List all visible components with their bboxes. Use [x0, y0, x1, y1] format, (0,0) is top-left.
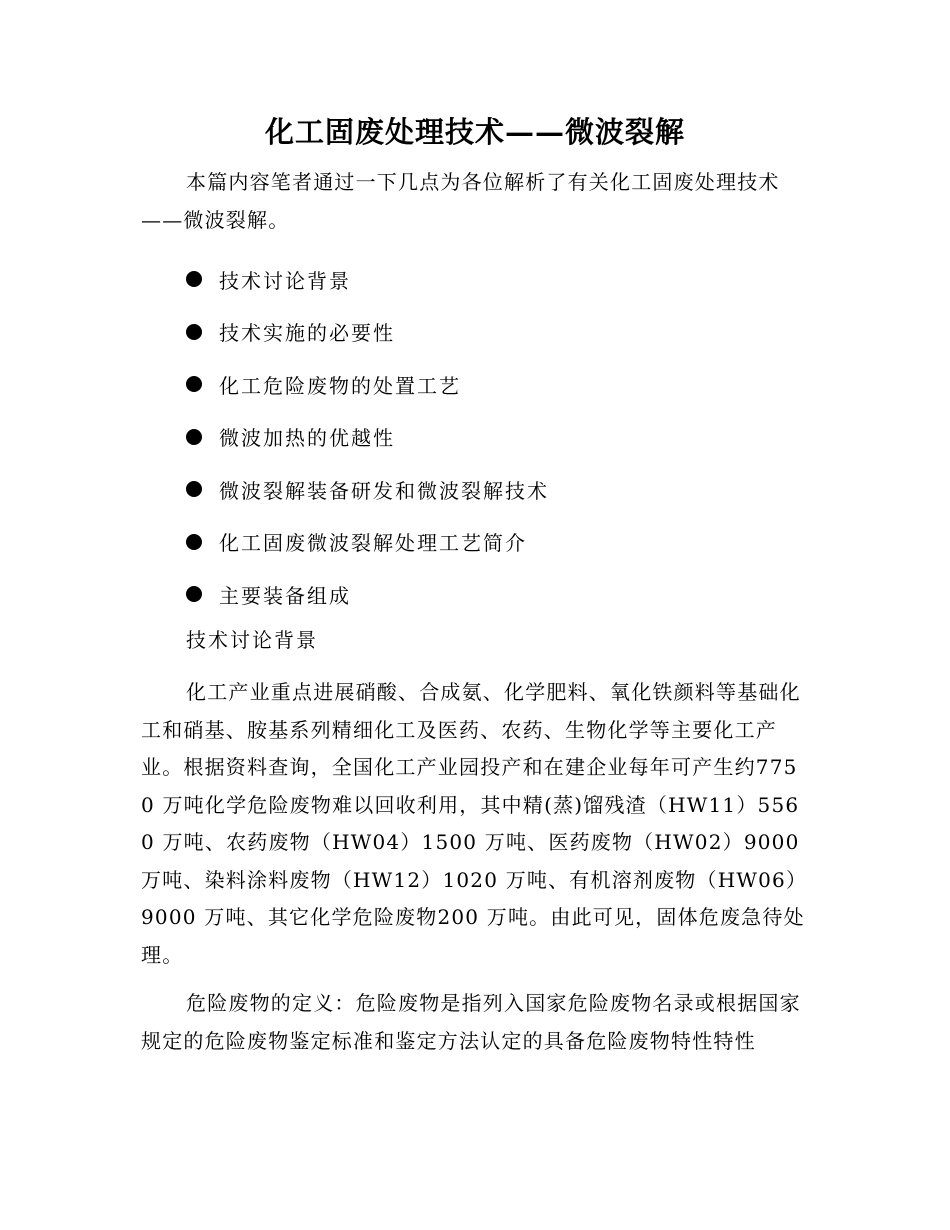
bullet-icon — [186, 376, 202, 392]
list-item-text: 主要装备组成 — [219, 583, 351, 608]
list-item — [186, 568, 549, 621]
intro-paragraph: 本篇内容笔者通过一下几点为各位解析了有关化工固废处理技术——微波裂解。 — [141, 170, 780, 232]
list-item — [186, 516, 549, 569]
section-heading: 技术讨论背景 — [186, 628, 318, 652]
bullet-icon — [186, 324, 202, 340]
list-item-text: 化工固废微波裂解处理工艺简介 — [219, 531, 527, 556]
list-item-text: 技术讨论背景 — [219, 268, 351, 293]
list-item — [186, 411, 549, 464]
list-item — [186, 253, 549, 306]
bullet-icon — [186, 534, 202, 550]
list-item — [186, 306, 549, 359]
document-title: 化工固废处理技术——微波裂解 — [264, 115, 685, 149]
list-item-text: 微波加热的优越性 — [219, 426, 395, 451]
list-item — [186, 463, 549, 516]
list-item — [186, 358, 549, 411]
bullet-icon — [186, 429, 202, 445]
body-paragraph: 危险废物的定义：危险废物是指列入国家危险废物名录或根据国家规定的危险废物鉴定标准和鉴定方法认定的具备危险废物特性特性 — [141, 991, 801, 1053]
bullet-icon — [186, 586, 202, 602]
list-item-text: 化工危险废物的处置工艺 — [219, 373, 461, 398]
list-item-text: 技术实施的必要性 — [219, 321, 395, 346]
topic-list — [186, 253, 549, 621]
bullet-icon — [186, 271, 202, 287]
list-item-text: 微波裂解装备研发和微波裂解技术 — [219, 478, 549, 503]
bullet-icon — [186, 481, 202, 497]
body-paragraph: 化工产业重点进展硝酸、合成氨、化学肥料、氧化铁颜料等基础化工和硝基、胺基系列精细化工及医药、农药、生物化学等主要化工产业。根据资料查询，全国化工产业园投产和在建企业每年可产生约7750 万吨化学危险废物难以回收利用，其中精(蒸)馏残渣（HW11）5560 万吨、农药废物（HW04）1500 万吨、医药废物（HW02）9000 万吨、染料涂料废物（HW12）1020 万吨、有机溶剂废物（HW06）9000 万吨、其它化学危险废物200 万吨。由此可见，固体危废急待处理。 — [141, 680, 808, 967]
